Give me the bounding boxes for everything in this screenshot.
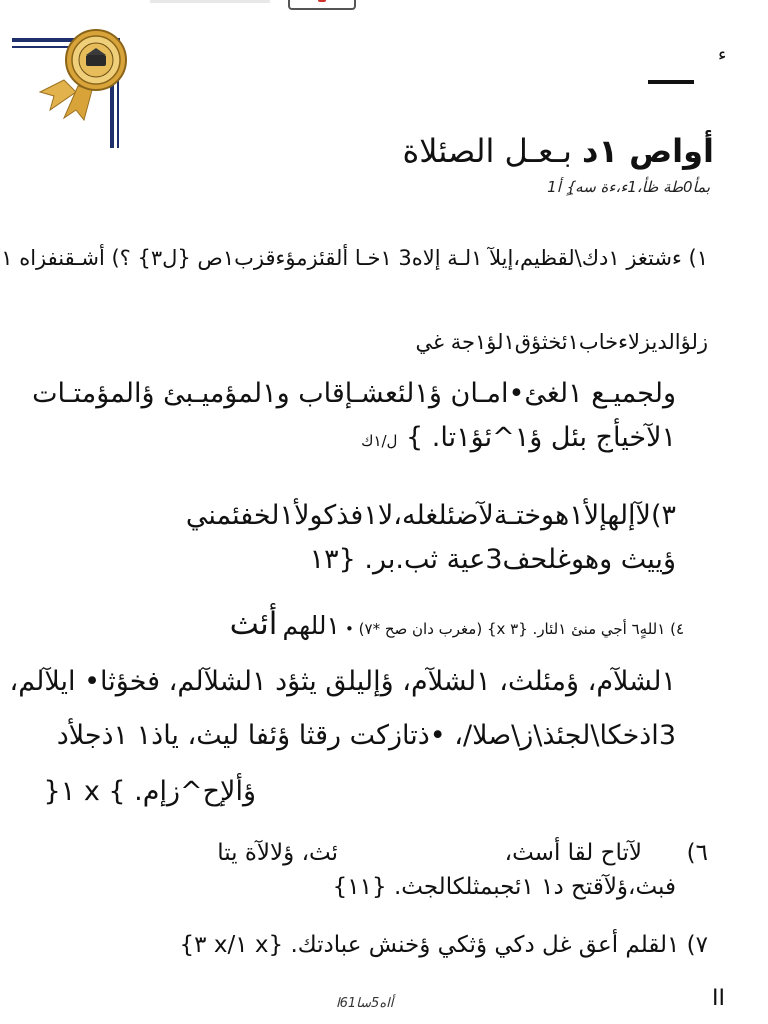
paragraph-5-line-3: 3اذخكا\لجئذ\ز\صلا/، •ذتازكت رقثا ؤئفا ليث، ياذ١ ١ذجلأد: [56, 720, 676, 751]
paragraph-3-line-2-small: ل/١ك: [361, 432, 398, 450]
paragraph-3-line-2: [361, 418, 676, 461]
paragraph-5-line-1-small: ٤) ١للهٍ٦ أجي منئ ١لئار. {٣ x} (مغرب دان صح *٧) •: [345, 620, 684, 638]
paragraph-6-part-1: لآتاح لقا أسث،: [504, 840, 642, 866]
header-dash: [648, 80, 694, 84]
paragraph-4-line-2: ؤييث وهوغلحف3عية ثب.بر. {١٣: [309, 544, 676, 575]
paragraph-5-line-2: ١لشلآم، ؤمئلث، ١لشلآم، ؤإليلق يثؤد ١لشلآلم، فخؤثا• ايلآلم،: [9, 666, 676, 697]
paragraph-5-line-1-big: أئث: [229, 606, 278, 642]
page-title-bold: أواص ١د: [582, 132, 714, 170]
top-edge-rule: [150, 0, 270, 3]
paragraph-5-line-1: [230, 606, 684, 642]
paragraph-3-line-2-text: ١لآخيأج بئل ؤ١^ئؤ١تا. }: [406, 422, 676, 453]
paragraph-4-line-1: ٣)لآإلهإلأ١هوختـةلآضئلغله،لا١فذكولأ١لخفئمني: [185, 500, 676, 531]
paragraph-6-line-2: فبث،ؤلآقتح د١ ١ئجبمثلكالجث. {١١}: [332, 874, 676, 900]
footer-page-label: أاه5سا61ا: [336, 996, 394, 1011]
paragraph-5-line-1-main: ١للهم: [282, 611, 340, 640]
paragraph-6-number: ٦): [686, 840, 708, 866]
footer-right-mark: II: [712, 986, 725, 1011]
paragraph-7: ٧) ١لقلم أعق غل دكي ؤثكي ؤخنش عبادتك. {x ١/x ٣}: [179, 932, 708, 958]
paragraph-1: ١) ءشتغز ١دك\لقظيم،إيلآ ١لـة إلاه3 ١خـا ألقئزمؤءقزب١ص {ل٣} ؟) أشـقنفزاه ١: [1, 246, 708, 270]
paragraph-6-part-2: ئث، ؤلالآة يتا: [217, 840, 338, 866]
page-title-rest: بـعـل الصئلاة: [402, 132, 572, 170]
paragraph-5-line-4: ؤألإح^زإم. } x ١{: [43, 776, 256, 807]
paragraph-3-line-1: ولجميـع ١لغئ•امـان ؤ١لئعشـإقاب و١لمؤميـبئ ؤالمؤمتـات: [32, 378, 676, 409]
margin-character: ء: [718, 44, 727, 65]
page-subtitle: بمأ0طة ظأ،1ء،ءة سه}ٍ أ1: [547, 178, 710, 196]
paragraph-2: زلؤالديزلاءخاب١ئخثؤق١لؤ١جة غي: [415, 330, 708, 354]
page-title: [402, 132, 714, 170]
top-edge-tab: [288, 0, 356, 10]
award-seal-icon: [34, 22, 146, 122]
